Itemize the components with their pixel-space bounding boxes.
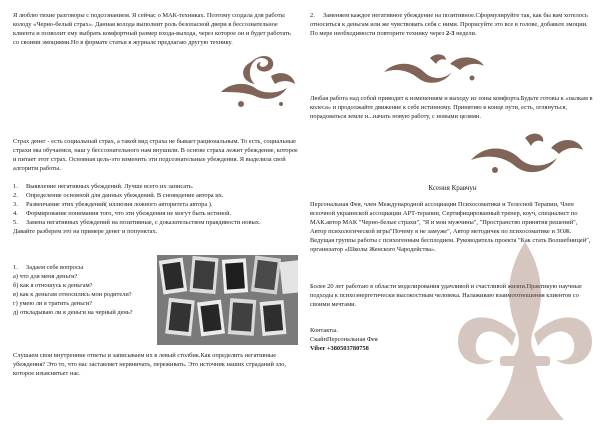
list-item: д) откладываю ли я деньги на черный день? <box>13 308 133 316</box>
list-item: г) умею ли я тратить деньги? <box>13 299 93 307</box>
list-item: 4. Формирование понимания того, что эти убеждения не могут быть истиной. <box>13 209 232 217</box>
list-item: 3. Развенчание этих убеждений( иллюзия ложного авторитета автора ). <box>13 200 213 208</box>
floral-ornament-icon <box>465 130 585 178</box>
example-intro: Давайте разберем это на примере денег и попунктах. <box>13 227 158 235</box>
list-item: а) что для меня деньги? <box>13 272 78 280</box>
questions-block <box>13 264 141 317</box>
step2-paragraph: 2. Заменяем каждое негативное убеждение на позитивное.Сформулируйте так, как бы вам хотелось относиться к деньгам или же чувствовать себя с ними. Прорисуйте это все в голове, добавьте эмоции. По мере необходимости повторите технику через 2-3 недели. <box>310 12 588 37</box>
steps-list <box>13 183 298 236</box>
left-column <box>13 0 298 424</box>
list-item: в) как к деньгам относились мои родители? <box>13 290 132 298</box>
list-item: 2. Определение основной для данных убеждений. В сновидение автора их. <box>13 191 224 199</box>
list-item: б) как я отношусь к деньгам? <box>13 281 93 289</box>
viber-contact: Viber +380503780758 <box>310 344 369 352</box>
closing-paragraph: Слушаем свои внутренние ответы и записываем их в левый столбик.Как определить негативные убеждения? Это то, что нас заставляет нервничать, переживать. Это источник наших страданий зло, которое изъяснятьет нас. <box>13 352 287 377</box>
fear-paragraph: Страх денег - есть социальный страх, а такой вид страха не бывает рациональным. То есть, социальные страхи мы обучаемся, наш у бессознательного нам внушили. В основе страха лежит убеждение, которое и питает этот страх. Основная цель-это изменить эти подсознательные убеждения. Я выделила свой алгоритм работы. <box>13 138 298 172</box>
fleur-de-lis-icon <box>450 238 595 424</box>
right-column <box>310 0 595 424</box>
skype-contact: СкайпПерсональная Фея <box>310 335 378 343</box>
work-paragraph: Любая работа над собой приводит к изменениям и выходу из зоны комфорта.Будьте готовы к «палкам в колеса» и продолжайте движение к себе истинному. Принятию в конце пути, есть, оглянуться, порадоваться земле и...начать новую работу, с новыми целями. <box>310 95 593 120</box>
questions-title: 1. Задаем себе вопросы <box>13 264 84 271</box>
floral-ornament-icon <box>380 52 490 88</box>
author-bio-2: Более 20 лет работаю в области моделирования удачливой и счастливой жизни.Практикую научные подходы к психоэнергетически высокостным человека. Налаживаю взаимоотношения клиентов со своими мечтами. <box>310 283 582 308</box>
cards-photo <box>157 255 298 345</box>
list-item: 5. Замена негативных убеждений на позитивные, с доказательством правдивости новых. <box>13 218 261 226</box>
contacts-title: Контакты. <box>310 327 338 334</box>
list-item: 1. Выявление негативных убеждений. Лучше всего их записать. <box>13 183 194 190</box>
author-bio: Персональная Фея, член Международной ассоциации Психосоматики и Телесной Терапии, Член всеочной украинской ассоциации АРТ-терапии, Сертифицированный тренер, коуч, специалист по МАК.автор МАК "Черно-белые страхи", "Я и мои мужчины", "Пространство принятия решений", Автор психологической игры"Почему я не замуже", Автор методичек по психосоматике и ЗОЖ. Ведущая группы работы с психогенным бесплодием. Руководитель проекта "Как стать Волшебницей", организатор «Школы Женского Чародейства». <box>310 201 591 253</box>
author-name: Ксения Кравчун <box>428 184 477 192</box>
intro-paragraph: Я люблю тихие разговоры с подсознанием. Я сейчас о МАК-техниках. Поэтому создала для работы колоду «Черно-белый страх». Данная колода выполнит роль безопасной двери в бессознательное клиента и позволит ему выбрать комфортный размер входа-выхода, через которое он и будет работать со своими эмоциями.Но в формате статьи в журнале предлагаю другую технику. <box>13 12 291 46</box>
floral-ornament-icon <box>211 52 298 114</box>
